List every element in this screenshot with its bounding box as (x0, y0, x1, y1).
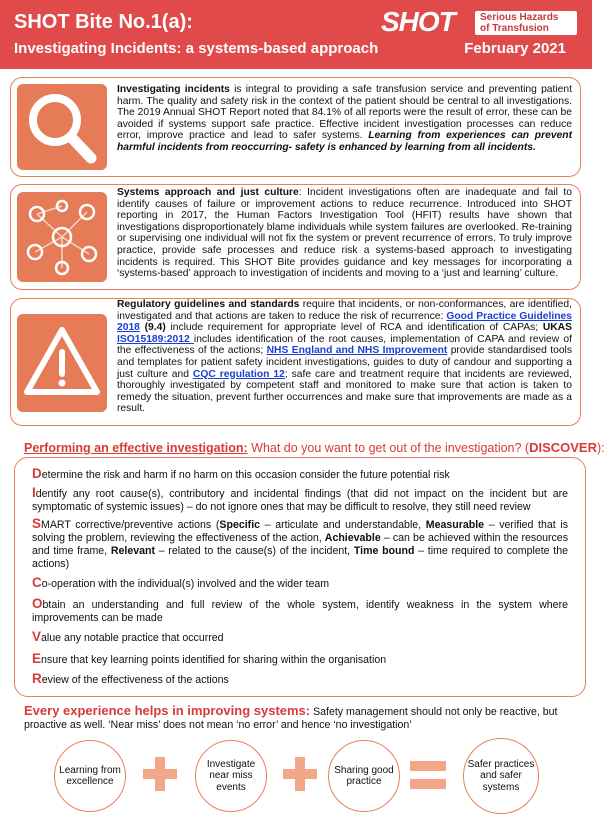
section-regulatory-guidelines (10, 298, 581, 426)
item-letter: S (32, 516, 42, 531)
item-text: nsure that key learning points identified for sharing within the organisation (41, 654, 387, 666)
item-text: – verified that is solving the problem, reviewing the effectiveness of the action, (32, 519, 568, 544)
shot-logo: SHOT (381, 6, 455, 37)
discover-heading-title: Performing an effective investigation: (24, 441, 248, 455)
item-text: o-operation with the individual(s) involved and the wider team (41, 578, 330, 590)
ukas-label: UKAS (542, 322, 572, 334)
magnifier-icon (17, 84, 107, 170)
plus-icon (283, 757, 317, 791)
list-item (32, 517, 568, 571)
section3-text3: provide standardised tools and templates for patient safety incident investigations, guides to duty of candour and supporting a just culture and (117, 345, 572, 380)
item-letter: V (32, 629, 42, 644)
section3-text (117, 299, 572, 415)
item-letter: E (32, 651, 42, 666)
warning-triangle-icon (17, 314, 107, 412)
item-text: btain an understanding and full review of the whole system, identify weakness in the system where improvements can be made (32, 599, 568, 624)
item-letter: I (32, 485, 36, 500)
item-letter: R (32, 671, 42, 686)
cqc-regulation-link[interactable]: CQC regulation 12 (192, 368, 285, 380)
item-text: etermine the risk and harm if no harm on this occasion consider the future potential risk (41, 469, 450, 481)
network-people-icon (17, 192, 107, 282)
circle-investigate-near-miss: Investigate near miss events (195, 740, 267, 812)
smart-specific: Specific (219, 519, 261, 531)
list-item (32, 576, 568, 591)
section-investigating-incidents (10, 77, 581, 177)
smart-relevant: Relevant (110, 545, 155, 557)
item-letter: C (32, 575, 42, 590)
section2-lead: Systems approach and just culture (117, 187, 299, 198)
section3-text1: include requirement for appropriate level of RCA and identification of CAPAs; (165, 322, 543, 334)
circle-safer-practices: Safer practices and safer systems (463, 738, 539, 814)
item-text: – articulate and understandable, (260, 519, 426, 531)
section2-body: : Incident investigations often are inadequate and fail to identify causes of failure or improvement actions to reduce recurrence. Introduced into SHOT reporting in 2017, the Human Factors Investigation Tool (HFIT) results have shown that investigations disproportionately blame individuals while system failures are overlooked. Re-training or supervising one individual will not fix the system or prevent recurrence of errors. To truly improve practice, provide safe processes and reduce risk a systems-based approach to investigating incidents is required. This SHOT Bite provides guidance and key messages for incorporating a ‘systems-based’ approach to investigation of incidents and moving to a ‘just and learning’ culture. (117, 187, 572, 280)
every-experience-heading: Every experience helps in improving systems: (24, 703, 311, 718)
publication-date: February 2021 (464, 40, 566, 57)
list-item (32, 630, 568, 645)
discover-close: ): (597, 441, 605, 455)
section3-text4: ; safe care and treatment require that incidents are reviewed, thoroughly investigated by competent staff and monitored to make sure that action is taken to remedy the situation, prevent further occurrences and make sure that improvements are made as a result. (117, 368, 572, 415)
smart-measurable: Measurable (425, 519, 485, 531)
list-item (32, 652, 568, 667)
section1-emphasis: Learning from experiences can prevent harmful incidents from reoccurring- safety is enhanced by learning from all incidents. (117, 130, 573, 153)
plus-icon (143, 757, 177, 791)
header-banner (0, 0, 592, 69)
item-letter: O (32, 596, 43, 611)
item-text: MART corrective/preventive actions ( (41, 519, 220, 531)
section1-text (117, 84, 572, 154)
item-text: – time required to complete the actions) (32, 545, 569, 570)
every-experience-text (24, 704, 564, 732)
item-text: – can be achieved within the resources and time frame, (32, 532, 568, 557)
section1-body: is integral to providing a safe transfusion service and preventing patient harm. The quality and safety risk in the context of the patient should be central to all investigations. The 2019 Annual SHOT Report noted that 84.1% of all reports were the result of error, these can be avoided if systems support safe practice. Effective incident investigation processes can reduce error, improve practice and lead to safer systems. (117, 84, 572, 142)
item-letter: D (32, 466, 42, 481)
circle-sharing-good-practice: Sharing good practice (328, 740, 400, 812)
equals-icon (410, 761, 446, 789)
circle-learning-from-excellence: Learning from excellence (54, 740, 126, 812)
logo-tag-line1: Serious Hazards (480, 12, 559, 23)
list-item (32, 672, 568, 687)
iso15189-link[interactable]: ISO15189:2012 (117, 333, 194, 345)
section-systems-approach (10, 184, 581, 290)
list-item (32, 467, 568, 482)
section3-text2: includes identification of the root causes, implementation of CAPA and review of the effectiveness of the actions; (117, 333, 572, 357)
section2-text (117, 187, 572, 280)
item-text: dentify any root cause(s), contributory and incidental findings (that did not impact on the incident but are symptomatic of systemic issues) – do not ignore ones that may be difficult to resolve, they still need review (32, 488, 568, 513)
smart-time-bound: Time bound (353, 545, 415, 557)
discover-keyword: DISCOVER (529, 440, 597, 455)
section1-lead: Investigating incidents (117, 84, 230, 95)
discover-question: What do you want to get out of the investigation? ( (247, 441, 530, 455)
nhs-england-link[interactable]: NHS England and NHS Improvement (266, 345, 448, 357)
list-item (32, 486, 568, 514)
item-text: alue any notable practice that occurred (41, 632, 224, 644)
smart-achievable: Achievable (324, 532, 381, 544)
page-title: SHOT Bite No.1(a): (14, 11, 193, 33)
discover-heading (24, 440, 605, 455)
every-experience-body: Safety management should not only be reactive, but proactive as well. ‘Near miss’ does not mean ‘no error’ and hence ‘no investigation’ (24, 706, 558, 731)
item-text: eview of the effectiveness of the actions (41, 674, 229, 686)
list-item (32, 597, 568, 625)
shot-logo-tagline (475, 11, 577, 35)
section3-lead: Regulatory guidelines and standards (117, 299, 300, 310)
good-practice-guidelines-link[interactable]: Good Practice Guidelines 2018 (117, 310, 572, 334)
item-text: – related to the cause(s) of the incident, (155, 545, 354, 557)
section3-intro: require that incidents, or non-conformances, are identified, investigated and that actions are taken to reduce the risk of recurrence: (117, 299, 572, 322)
section3-ref1: (9.4) (139, 322, 166, 334)
logo-tag-line2: of Transfusion (480, 23, 549, 34)
page-subtitle: Investigating Incidents: a systems-based approach (14, 40, 379, 57)
